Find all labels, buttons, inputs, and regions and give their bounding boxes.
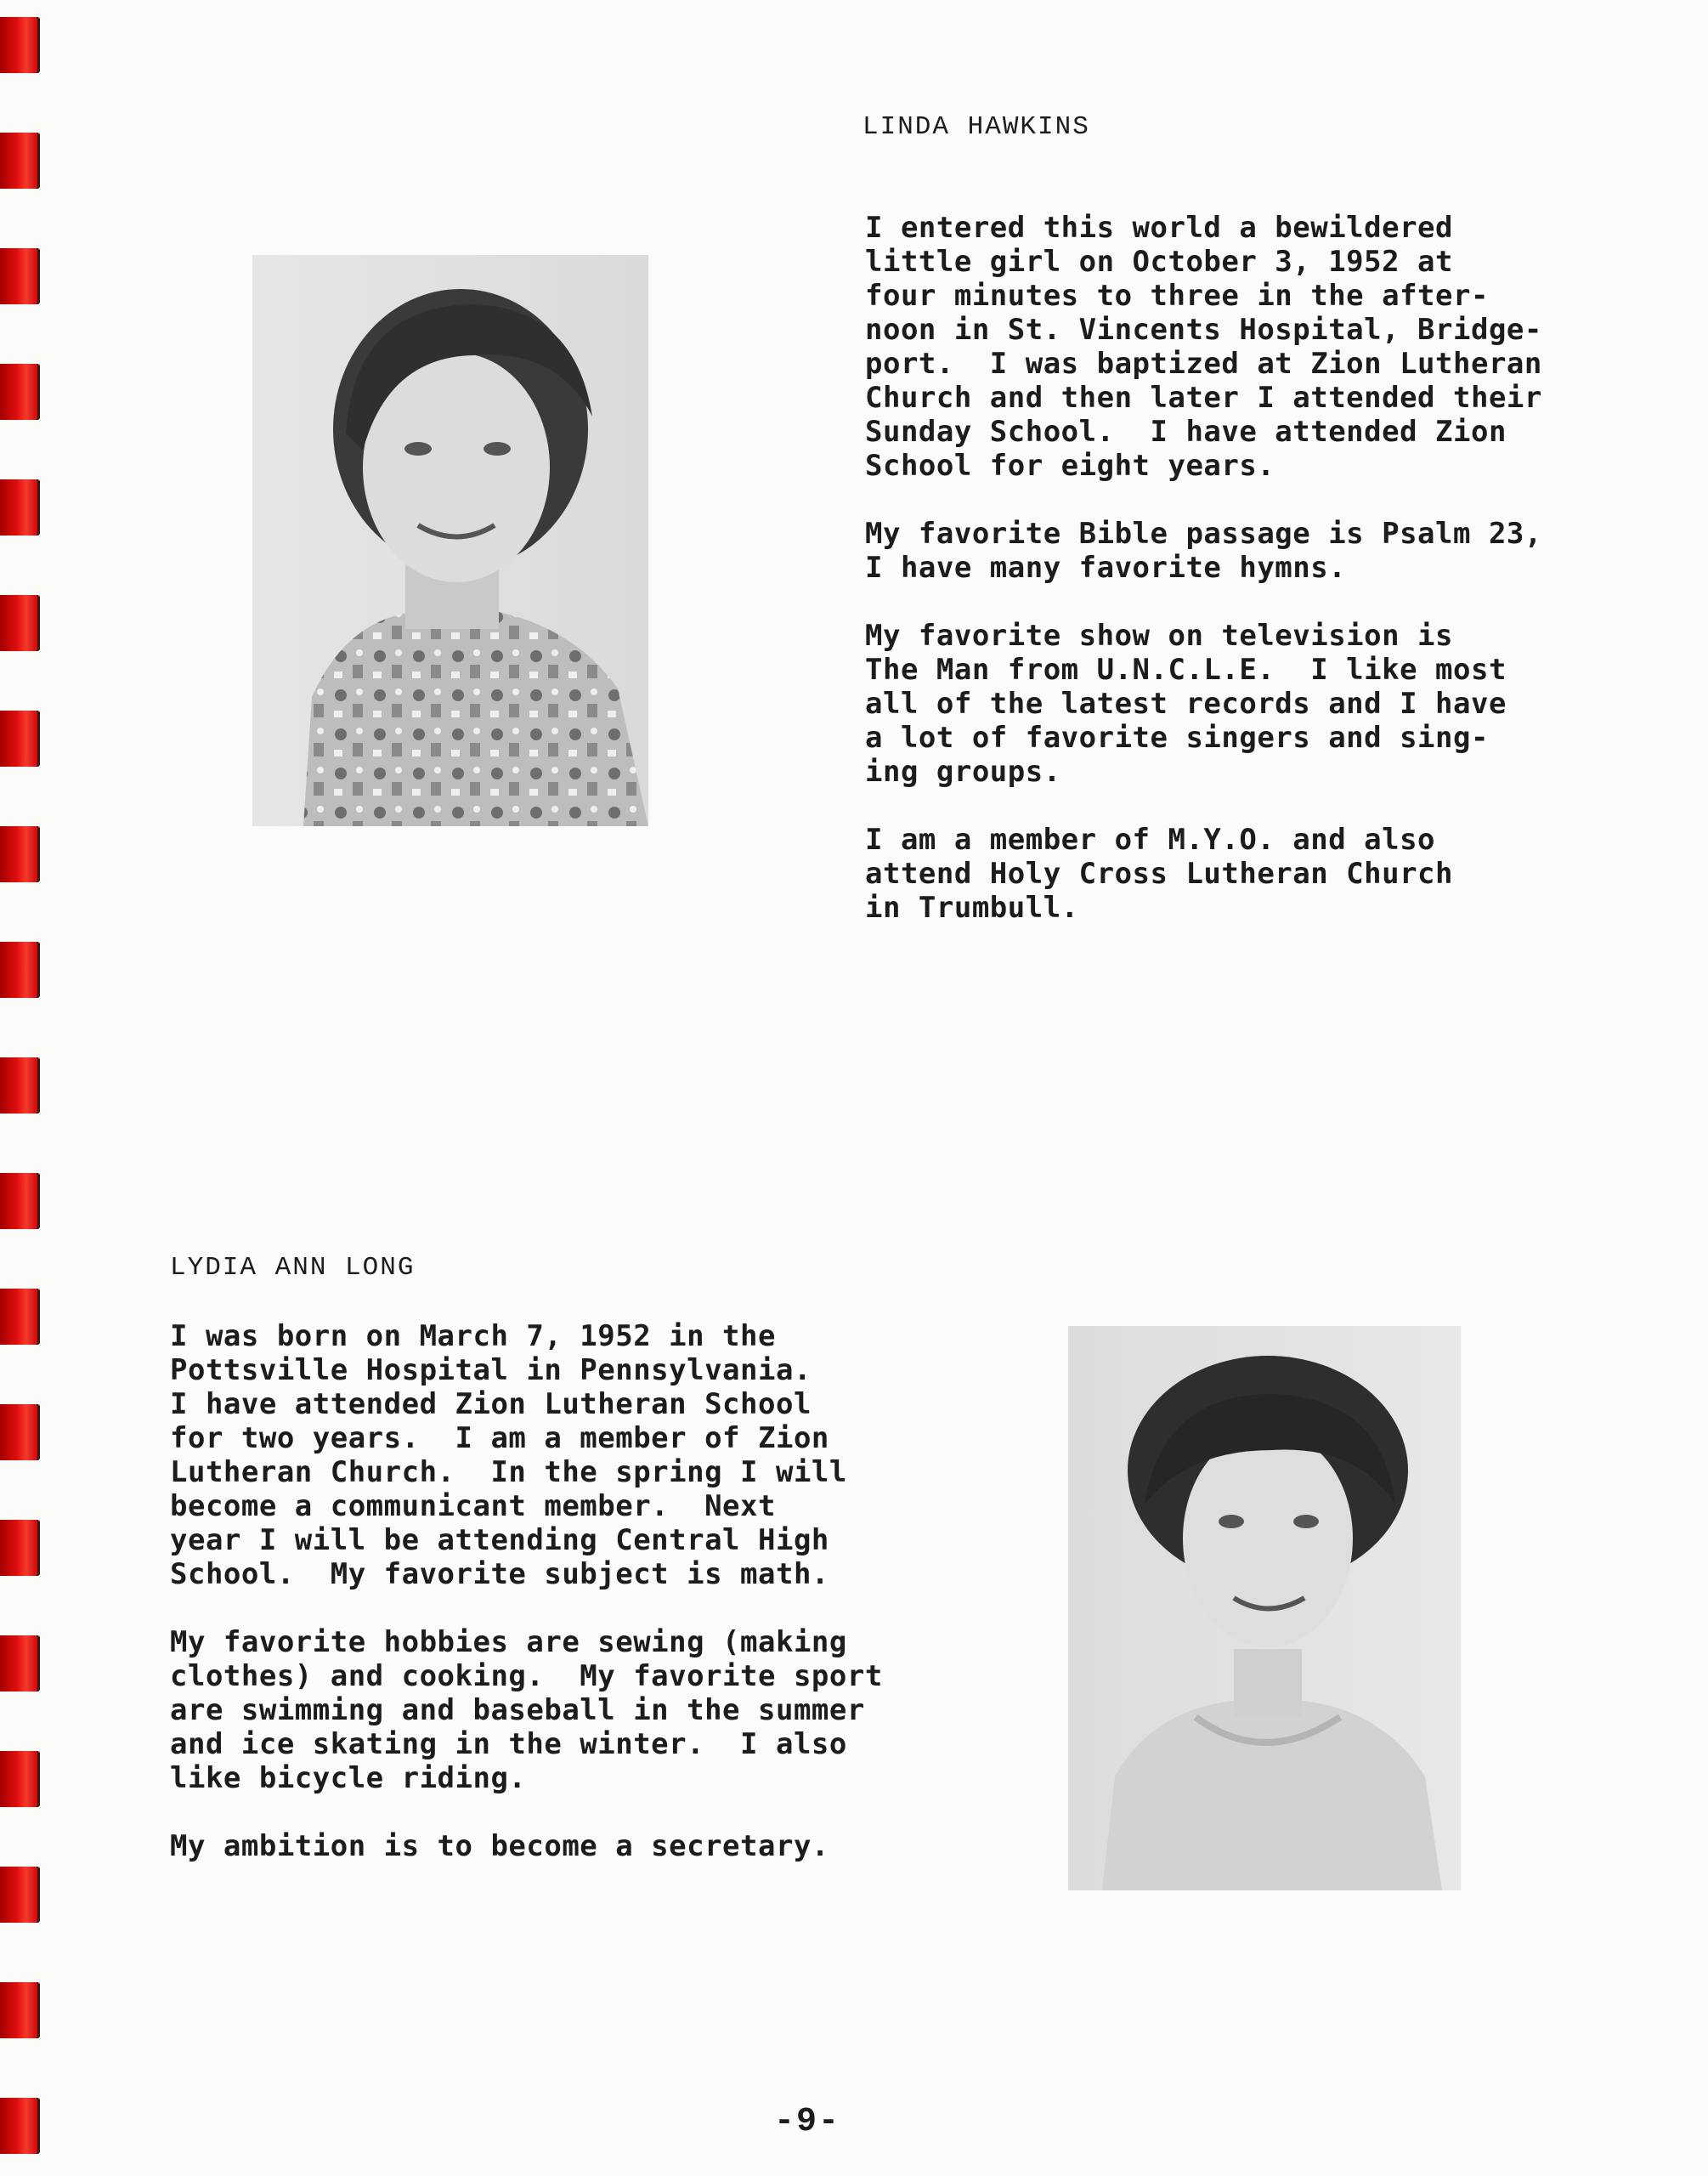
binding-ring-icon (0, 248, 37, 304)
binding-ring-icon (0, 1173, 37, 1229)
binding-ring-icon (0, 1982, 37, 2038)
binding-ring-icon (0, 1635, 37, 1692)
bio-paragraph: My ambition is to become a secretary. (170, 1829, 829, 1863)
binding-ring-icon (0, 1404, 37, 1460)
binding-ring-icon (0, 1057, 37, 1114)
binding-ring-icon (0, 711, 37, 767)
bio-paragraph: I entered this world a bewildered little girl on October 3, 1952 at four minutes to three in the after- noon in St. Vincents Hospital, Bridge- port. I was baptized at Zion Lutheran Church and then later I attended their Sunday School. I have attended Zion School for eight years. (865, 211, 1542, 483)
binding-ring-icon (0, 133, 37, 189)
binding-ring-icon (0, 942, 37, 998)
binding-ring-icon (0, 826, 37, 882)
binding-ring-icon (0, 595, 37, 651)
binding-ring-icon (0, 1751, 37, 1807)
spiral-binding-icon (0, 0, 51, 2176)
binding-ring-icon (0, 2098, 37, 2154)
bio-paragraph: My favorite Bible passage is Psalm 23, I have many favorite hymns. (865, 517, 1542, 585)
profile-name-lydia-ann-long: LYDIA ANN LONG (170, 1253, 416, 1283)
page-number: -9- (773, 2103, 840, 2141)
binding-ring-icon (0, 1289, 37, 1345)
profile-name-linda-hawkins: LINDA HAWKINS (862, 112, 1090, 142)
binding-ring-icon (0, 1867, 37, 1923)
bio-paragraph: I was born on March 7, 1952 in the Pottsville Hospital in Pennsylvania. I have attended Zion Lutheran School for two years. I am a member of Zion Lutheran Church. In the spring I will become a communicant member. Next year I will be attending Central High School. My favorite subject is math. (170, 1319, 847, 1591)
bio-paragraph: My favorite hobbies are sewing (making clothes) and cooking. My favorite sport are swimming and baseball in the summer and ice skating in the winter. I also like bicycle riding. (170, 1625, 883, 1795)
linda-hawkins-photo (252, 255, 648, 826)
binding-ring-icon (0, 364, 37, 420)
binding-ring-icon (0, 1520, 37, 1576)
bio-paragraph: My favorite show on television is The Man from U.N.C.L.E. I like most all of the latest records and I have a lot of favorite singers and sing- ing groups. (865, 619, 1507, 789)
binding-ring-icon (0, 479, 37, 536)
binding-ring-icon (0, 17, 37, 73)
lydia-ann-long-photo (1068, 1326, 1461, 1890)
bio-paragraph: I am a member of M.Y.O. and also attend Holy Cross Lutheran Church in Trumbull. (865, 823, 1454, 925)
